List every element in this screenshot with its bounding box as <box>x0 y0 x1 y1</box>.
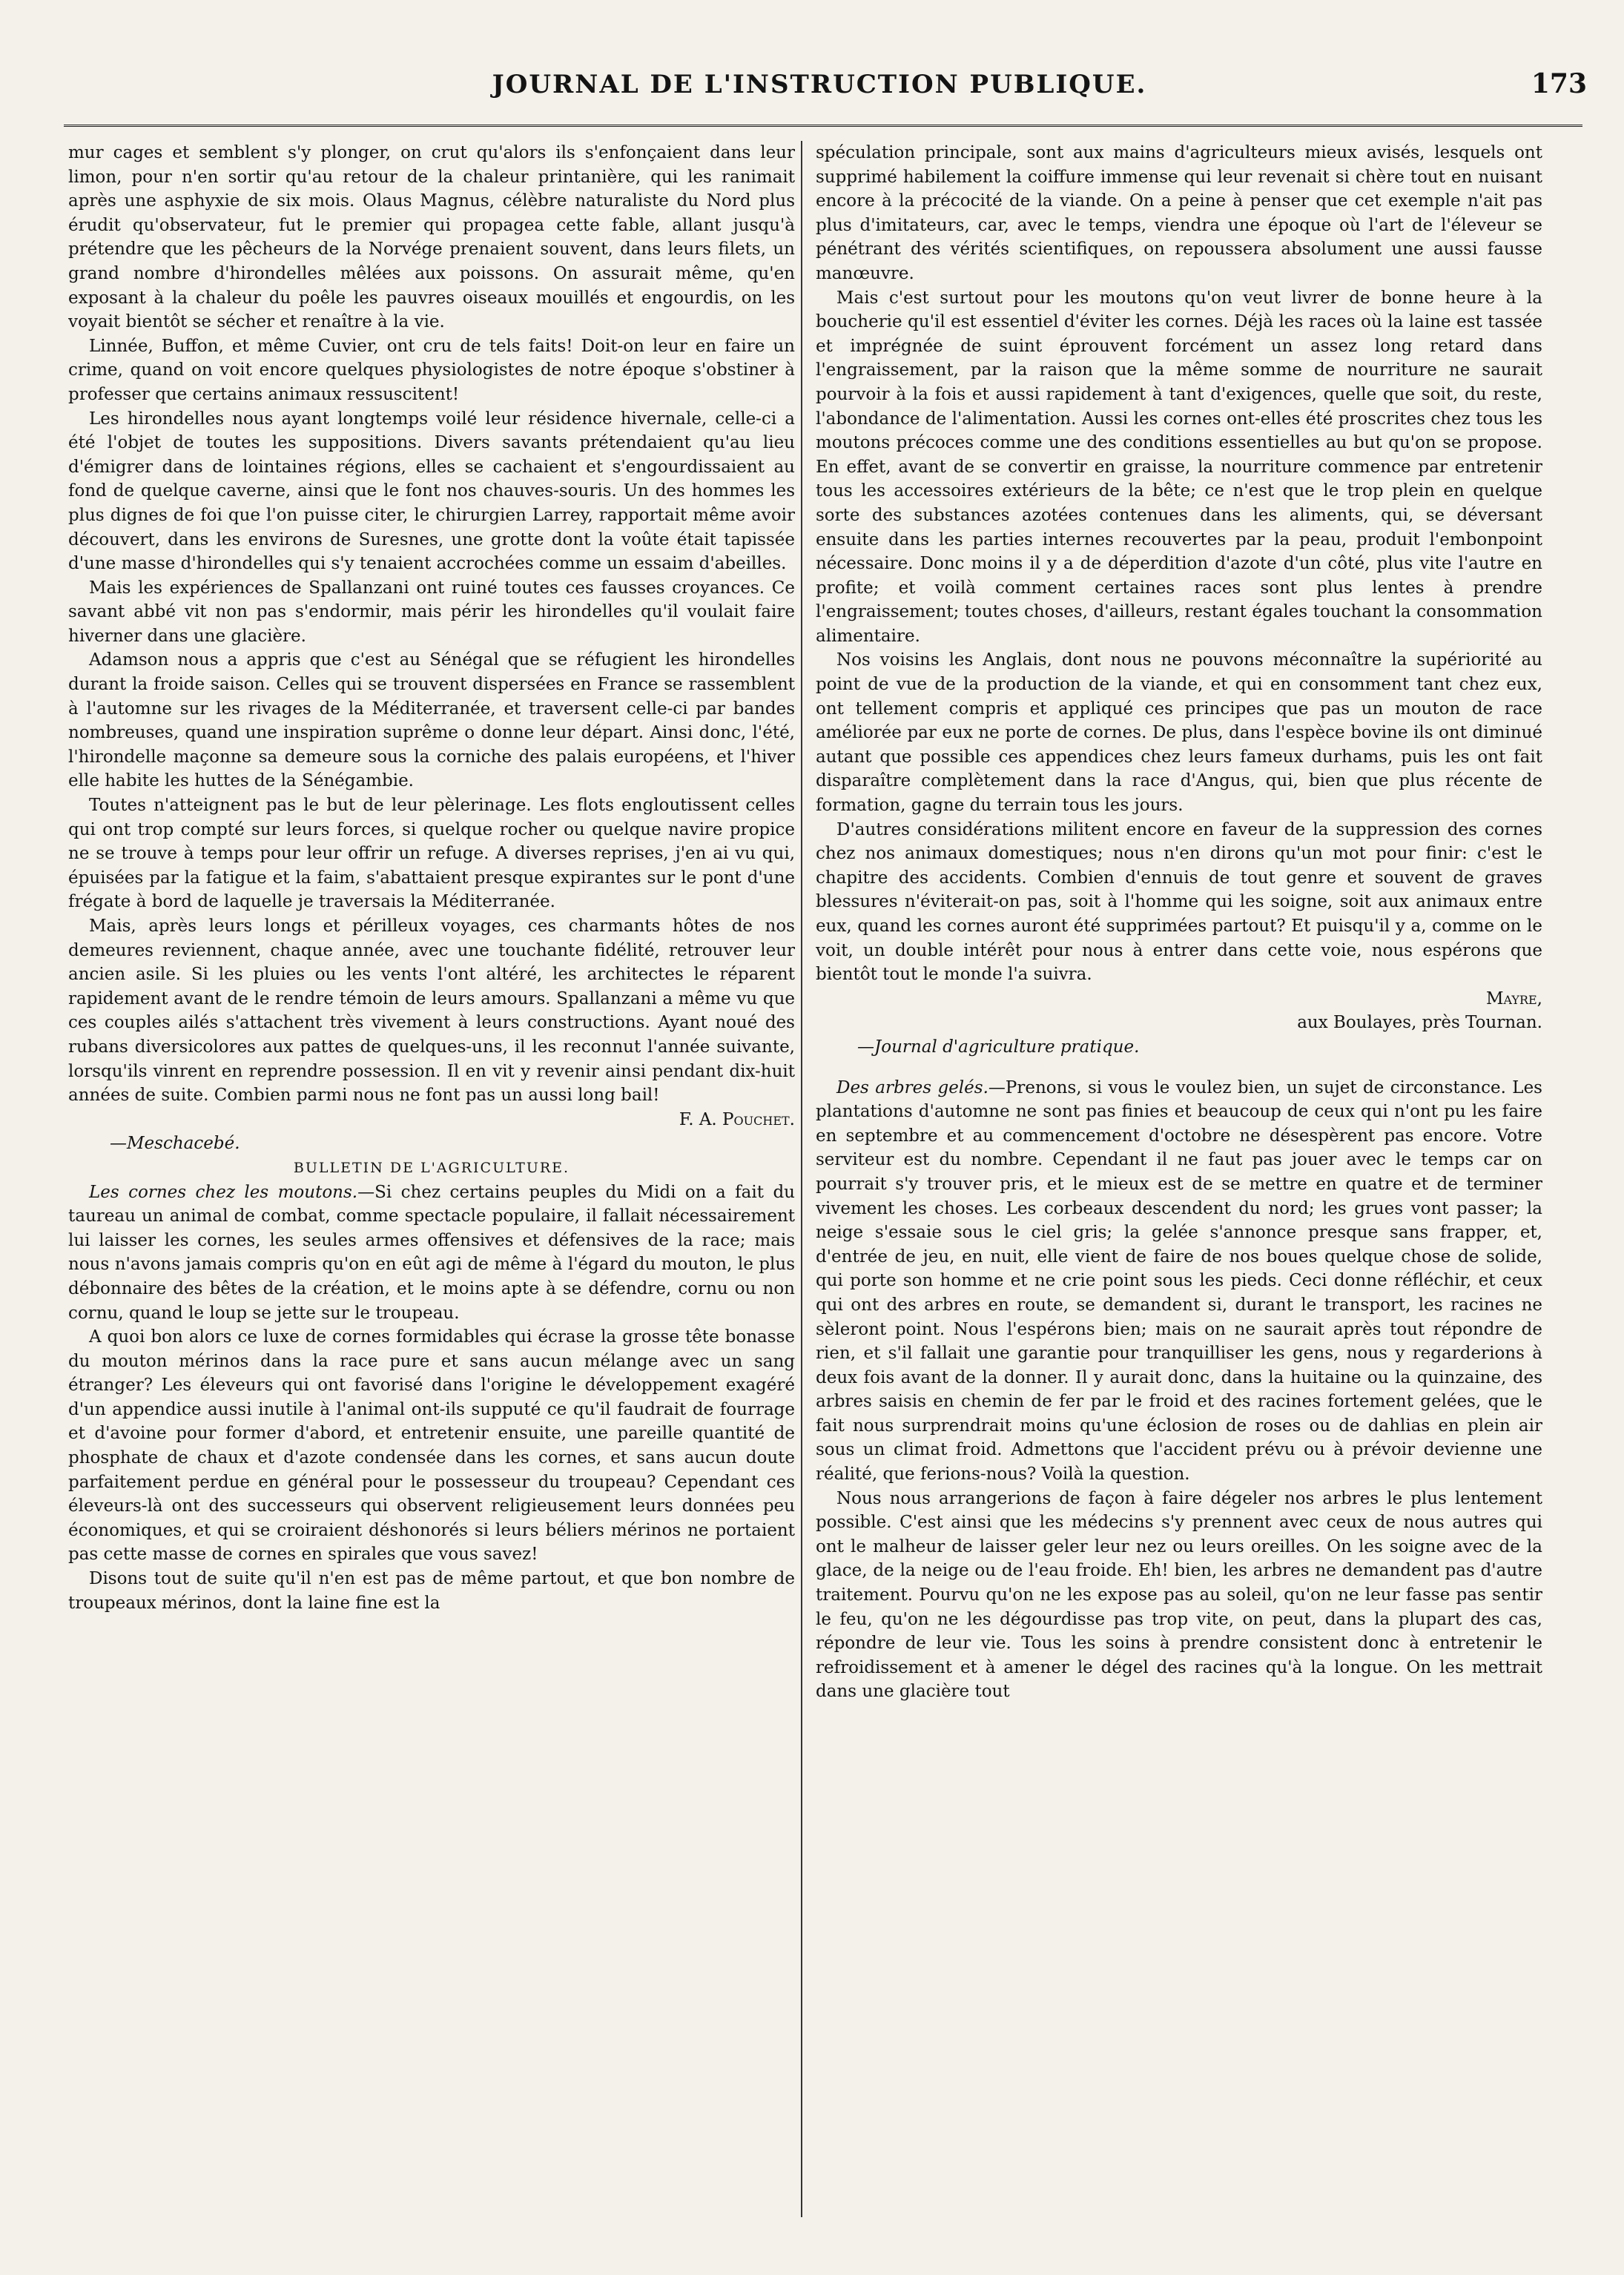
author-location: aux Boulayes, près Tournan. <box>1297 1013 1542 1033</box>
header-rule <box>64 125 1582 127</box>
paragraph: Nos voisins les Anglais, dont nous ne pouvons méconnaître la supériorité au point de vue de la production de la viande, et qui en consomment tant chez eux, ont tellement compris et appliqué ces principes que pas un mouton de race améliorée par eux ne porte de cornes. De plus, dans l'espèce bovine ils ont diminué autant que possible ces appendices chez leurs fameux durhams, puis les ont fait disparaître complètement dans la race d'Angus, qui, bien que plus récente de formation, gagne du terrain tous les jours. <box>816 650 1542 816</box>
author-signature: F. A. Pouchet. <box>679 1109 795 1129</box>
page-number: 173 <box>1531 68 1587 99</box>
paragraph: spéculation principale, sont aux mains d'agriculteurs mieux avisés, lesquels ont supprimé habilement la coiffure immense qui leur revenait si chère tout en nuisant encore à la précocité de la viande. On a peine à penser que cet exemple n'ait pas plus d'imitateurs, car, avec le temps, viendra une époque où l'art de l'éleveur se pénétrant des vérités scientifiques, on repoussera absolument une aussi fausse manœuvre. <box>816 143 1542 283</box>
section-heading: BULLETIN DE L'AGRICULTURE. <box>293 1159 570 1176</box>
column-divider <box>801 141 802 2217</box>
paragraph-text: —Prenons, si vous le voulez bien, un sujet de circonstance. Les plantations d'automne ne sont pas finies et beaucoup de ceux qui n'ont pu les faire en septembre et au commencement d'octobre ne désespèrent pas encore. Votre serviteur est du nombre. Cependant il ne faut pas jouer avec le temps car on pourrait s'y trouver pris, et le mieux est de se mettre en quatre et de terminer vivement les choses. Les corbeaux descendent du nord; les grues vont passer; la neige s'essaie sous le ciel gris; la gelée s'annonce presque sans frapper, et, d'entrée de jeu, en nuit, elle vient de faire de nos boues quelque chose de solide, qui porte son homme et ne crie point sous les pieds. Ceci donne réfléchir, et ceux qui ont des arbres en route, se demandent si, durant le transport, les racines ne sèleront point. Nous l'espérons bien; mais on ne saurait après tout répondre de rien, et s'il fallait une garantie pour tranquilliser les gens, nous y regarderions à deux fois avant de la donner. Il y aurait donc, dans la huitaine ou la quinzaine, des arbres saisis en chemin de fer par le froid et des racines fortement gelées, que le fait nous surprendrait moins qu'une éclosion de roses ou de dahlias en plein air sous un climat froid. Admettons que l'accident prévu ou à prévoir devienne une réalité, que ferions-nous? Voilà la question. <box>816 1077 1542 1485</box>
paragraph: Mais, après leurs longs et périlleux voyages, ces charmants hôtes de nos demeures reviennent, chaque année, avec une touchante fidélité, retrouver leur ancien asile. Si les pluies ou les vents l'ont altéré, les architectes le réparent rapidement avant de le rendre témoin de leurs amours. Spallanzani a même vu que ces couples ailés s'attachent très vivement à leurs constructions. Ayant noué des rubans diversicolores aux pattes de quelques-uns, il les reconnut l'année suivante, lorsqu'ils vinrent en reprendre possession. Il en vit y revenir ainsi pendant dix-huit années de suite. Combien parmi nous ne font pas un aussi long bail! <box>68 917 795 1106</box>
paragraph <box>816 1076 1542 1487</box>
author-signature: Mayre, <box>1485 988 1542 1008</box>
paragraph: Linnée, Buffon, et même Cuvier, ont cru de tels faits! Doit-on leur en faire un crime, quand on voit encore quelques physiologistes de notre époque s'obstiner à professer que certains animaux ressuscitent! <box>68 336 795 404</box>
spacer <box>816 1060 1542 1076</box>
article-lead-title: Les cornes chez les moutons. <box>89 1182 358 1202</box>
paragraph: D'autres considérations militent encore en faveur de la suppression des cornes chez nos animaux domestiques; nous n'en dirons qu'un mot pour finir: c'est le chapitre des accidents. Combien d'ennuis de tout genre et souvent de graves blessures n'éviterait-on pas, soit à l'homme qui les soigne, soit aux animaux entre eux, quand les cornes auront été supprimées partout? Et puisqu'il y a, comme on le voit, un double intérêt pour nous à entrer dans cette voie, nous espérons que bientôt tout le monde l'a suivra. <box>816 819 1542 985</box>
paragraph: Toutes n'atteignent pas le but de leur pèlerinage. Les flots engloutissent celles qui ont trop compté sur leurs forces, si quelque rocher ou quelque navire propice ne se trouve à temps pour leur offrir un refuge. A diverses reprises, j'en ai vu qui, épuisées par la fatigue et la faim, s'abattaient presque expirantes sur le pont d'une frégate à bord de laquelle je traversais la Méditerranée. <box>68 796 795 912</box>
left-column <box>68 141 795 2247</box>
paragraph: Mais les expériences de Spallanzani ont ruiné toutes ces fausses croyances. Ce savant abbé vit non pas s'endormir, mais périr les hirondelles qu'il voulait faire hiverner dans une glacière. <box>68 578 795 646</box>
paragraph-text: —Si chez certains peuples du Midi on a fait du taureau un animal de combat, comme spectacle populaire, il fallait nécessairement lui laisser les cornes, les seules armes offensives et défensives de la race; mais nous n'avons jamais compris qu'on en eût agi de même à l'égard du mouton, le plus débonnaire des bêtes de la création, et le moins apte à se défendre, cornu ou non cornu, quand le loup se jette sur le troupeau. <box>68 1182 795 1323</box>
article-lead-title: Des arbres gelés. <box>836 1077 988 1097</box>
masthead <box>44 65 1594 110</box>
paragraph: Adamson nous a appris que c'est au Sénégal que se réfugient les hirondelles durant la froide saison. Celles qui se trouvent dispersées en France se rassemblent à l'automne sur les rivages de la Méditerranée, et traversent celle-ci par bandes nombreuses, quand une inspiration suprême o donne leur départ. Ainsi donc, l'été, l'hirondelle maçonne sa demeure sous la corniche des palais européens, et l'hiver elle habite les huttes de la Sénégambie. <box>68 650 795 791</box>
paragraph: Nous nous arrangerions de façon à faire dégeler nos arbres le plus lentement possible. C'est ainsi que les médecins s'y prennent avec ceux de nous autres qui ont le malheur de laisser geler leur nez ou leurs oreilles. On les soigne avec de la glace, de la neige ou de l'eau froide. Eh! bien, les arbres ne demandent pas d'autre traitement. Pourvu qu'on ne les expose pas au soleil, qu'on ne leur fasse pas sentir le feu, qu'on ne les dégourdisse pas trop vite, on peut, dans la plupart des cas, répondre de leur vie. Tous les soins à prendre consistent donc à entretenir le refroidissement et à amener le dégel des racines qu'à la longue. On les mettrait dans une glacière tout <box>816 1488 1542 1702</box>
paragraph: Les hirondelles nous ayant longtemps voilé leur résidence hivernale, celle-ci a été l'objet de toutes les suppositions. Divers savants prétendaient qu'au lieu d'émigrer dans de lointaines régions, elles se cachaient et s'engourdissaient au fond de quelque caverne, ainsi que le font nos chauves-souris. Un des hommes les plus dignes de foi que l'on puisse citer, le chirurgien Larrey, rapportait même avoir découvert, dans les environs de Suresnes, une grotte dont la voûte était tapissée d'une masse d'hirondelles qui s'y tenaient accrochées comme un essaim d'abeilles. <box>68 409 795 574</box>
source-credit: —Meschacebé. <box>110 1134 240 1154</box>
source-credit: —Journal d'agriculture pratique. <box>857 1037 1140 1057</box>
journal-title: JOURNAL DE L'INSTRUCTION PUBLIQUE. <box>492 70 1147 99</box>
paragraph: mur cages et semblent s'y plonger, on crut qu'alors ils s'enfonçaient dans leur limon, pour n'en sortir qu'au retour de la chaleur printanière, qui les ranimait après une asphyxie de six mois. Olaus Magnus, célèbre naturaliste du Nord plus érudit qu'observateur, fut le premier qui propagea cette fable, allant jusqu'à prétendre que les pêcheurs de la Norvége prenaient souvent, dans leurs filets, un grand nombre d'hirondelles mêlées aux poissons. On assurait même, qu'en exposant à la chaleur du poêle les pauvres oiseaux mouillés et engourdis, on les voyait bientôt se sécher et renaître à la vie. <box>68 143 795 332</box>
paragraph: A quoi bon alors ce luxe de cornes formidables qui écrase la grosse tête bonasse du mouton mérinos dans la race pure et sans aucun mélange avec un sang étranger? Les éleveurs qui ont favorisé dans l'origine le développement exagéré d'un appendice aussi inutile à l'animal ont-ils supputé ce qu'il faudrait de fourrage et d'avoine pour former d'abord, et entretenir ensuite, une pareille quantité de phosphate de chaux et d'azote condensée dans les cornes, et sans aucun doute parfaitement perdue en général pour le possesseur du troupeau? Cependant ces éleveurs-là ont des successeurs qui observent religieusement leurs données peu économiques, et qui se croiraient déshonorés si leurs béliers mérinos ne portaient pas cette masse de cornes en spirales que vous savez! <box>68 1327 795 1565</box>
paragraph <box>68 1181 795 1326</box>
paragraph: Mais c'est surtout pour les moutons qu'on veut livrer de bonne heure à la boucherie qu'il est essentiel d'éviter les cornes. Déjà les races où la laine est tassée et imprégnée de suint éprouvent forcément un assez long retard dans l'engraissement, par la raison que la même somme de nourriture ne saurait pourvoir à la fois et aussi rapidement à tant d'exigences, quelle que soit, du reste, l'abondance de l'alimentation. Aussi les cornes ont-elles été proscrites chez tous les moutons précoces comme une des conditions essentielles au but qu'on se propose. En effet, avant de se convertir en graisse, la nourriture commence par entretenir tous les accessoires extérieurs de la bête; ce n'est que le trop plein en quelque sorte des substances azotées contenues dans les aliments, qui, se déversant ensuite dans les parties internes recouvertes par la peau, produit l'embonpoint nécessaire. Donc moins il y a de déperdition d'azote d'un côté, plus vite l'autre en profite; et voilà comment certaines races sont plus lentes à prendre l'engraissement; toutes choses, d'ailleurs, restant égales touchant la consommation alimentaire. <box>816 288 1542 646</box>
paragraph: Disons tout de suite qu'il n'en est pas de même partout, et que bon nombre de troupeaux mérinos, dont la laine fine est la <box>68 1569 795 1613</box>
right-column <box>816 141 1542 2247</box>
